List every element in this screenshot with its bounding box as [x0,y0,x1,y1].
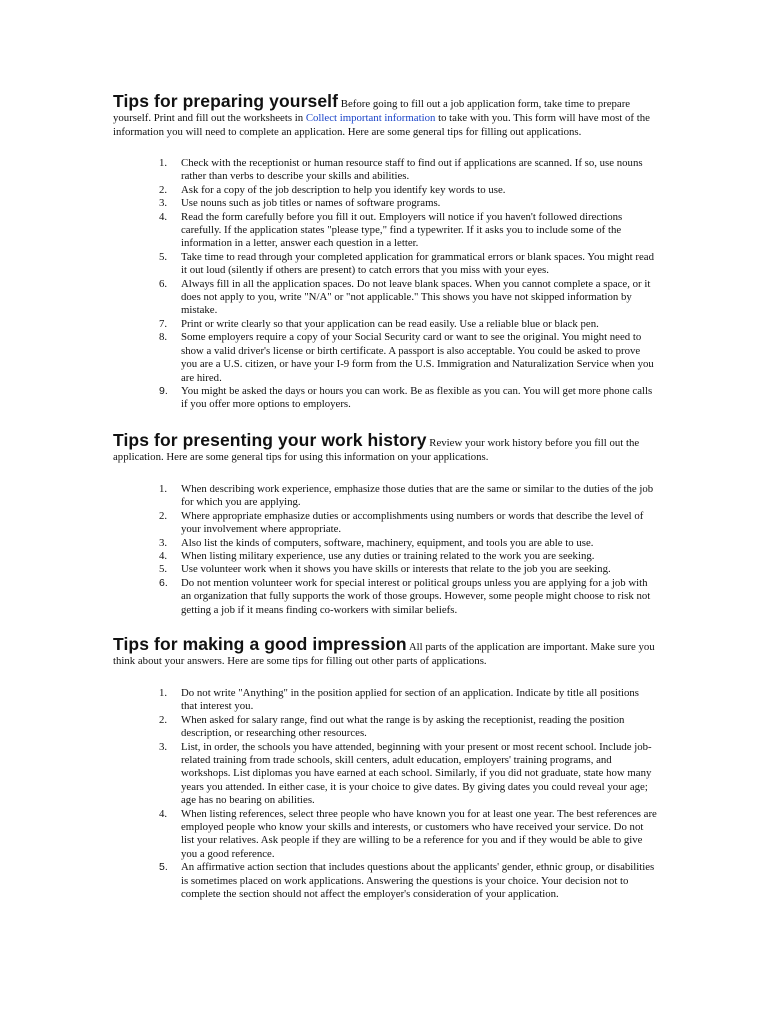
list-item [113,197,657,210]
item-number: 1. [159,483,168,495]
item-number: 5. [159,563,168,576]
list-item [113,211,657,251]
item-text: Use volunteer work when it shows you have skills or interests that relate to the job you are seeking. [181,563,611,576]
item-number: 2. [159,183,168,196]
item-number: 6. [159,277,168,290]
item-number: 1. [159,687,168,699]
item-number: 4. [159,807,168,820]
intro-text: All parts of the application are important. Make sure you think about your answers. Here are some tips for filling out other parts of applications. [113,641,655,667]
list-item [113,385,657,412]
item-number: 2. [159,509,168,522]
item-text: Where appropriate emphasize duties or accomplishments using numbers or words that describe the level of your involvement where appropriate. [181,509,644,536]
section-good-impression [113,634,657,668]
item-number: 4. [159,550,168,563]
item-text: List, in order, the schools you have attended, beginning with your present or most recent school. Include job-related training from trade schools, skill centers, adult education, employers' training programs, and workshops. List diplomas you have earned at each school. Similarly, if you did not graduate, state how many years you attended. In either case, it is your choice to give dates. By giving dates you could reveal your age; age has no bearing on abilities. [181,740,652,807]
section-preparing-yourself [113,91,657,139]
collect-information-link[interactable]: Collect important information [305,112,436,124]
list-item [113,331,657,385]
item-text: Do not mention volunteer work for special interest or political groups unless you are applying for a job with an organization that fully supports the work of those groups. However, some people might choose to risk not getting a job if it means finding co-workers with similar beliefs. [181,576,651,616]
list-item [113,251,657,278]
section-intro [113,430,657,464]
item-number: 5. [159,861,168,874]
list-item [113,157,657,184]
item-text: Take time to read through your completed application for grammatical errors or blank spaces. You might read it out loud (silently if others are present) to catch errors that you miss with your eyes. [181,250,654,277]
item-text: Read the form carefully before you fill it out. Employers will notice if you haven't followed directions carefully. If the application states "please type," find a typewriter. If it asks you to include some of the information in a letter, answer each question in a letter. [181,210,623,250]
item-text: Do not write "Anything" in the position applied for section of an application. Indicate by title all positions that interest you. [181,687,639,713]
item-number: 6. [159,576,168,589]
item-number: 5. [159,250,168,263]
item-text: Check with the receptionist or human resource staff to find out if applications are scanned. If so, use nouns rather than verbs to describe your skills and abilities. [181,157,643,183]
list-item [113,278,657,318]
list-item [113,861,657,901]
list-item [113,537,657,550]
tips-list-preparing [113,157,657,412]
item-number: 9. [159,384,168,397]
tips-list-good-impression [113,687,657,902]
section-work-history [113,430,657,464]
item-text: Ask for a copy of the job description to help you identify key words to use. [181,183,506,196]
item-number: 7. [159,317,168,330]
item-number: 1. [159,157,168,169]
intro-text: Review your work history before you fill out the application. Here are some general tips for using this information on your applications. [113,437,640,463]
item-text: When listing military experience, use any duties or training related to the work you are seeking. [181,550,595,563]
item-text: You might be asked the days or hours you can work. Be as flexible as you can. You will get more phone calls if you offer more options to employers. [181,384,653,411]
item-number: 8. [159,331,168,344]
item-number: 3. [159,740,168,753]
list-item [113,687,657,714]
list-item [113,714,657,741]
item-text: When asked for salary range, find out what the range is by asking the receptionist, reading the position description, or researching other resources. [181,713,625,740]
item-number: 3. [159,197,168,210]
item-text: Also list the kinds of computers, software, machinery, equipment, and tools you are able to use. [181,536,594,549]
section-intro [113,634,657,668]
section-heading: Tips for presenting your work history [113,430,427,450]
item-text: Use nouns such as job titles or names of software programs. [181,197,441,210]
list-item [113,550,657,563]
intro-text-continued: to take with you. This form will have most of the information you will need to complete an application. Here are some general tips for filling out applications. [113,112,650,138]
section-heading: Tips for preparing yourself [113,91,339,111]
list-item [113,808,657,862]
list-item [113,563,657,576]
item-text: Print or write clearly so that your application can be read easily. Use a reliable blue or black pen. [181,317,599,330]
list-item [113,577,657,617]
list-item [113,184,657,197]
item-text: An affirmative action section that includes questions about the applicants' gender, ethnic group, or disabilities is sometimes placed on work applications. Answering the questions is your choice. Your decision not to complete the section should not affect the employer's consideration of your application. [181,861,655,901]
item-text: Always fill in all the application spaces. Do not leave blank spaces. When you cannot complete a space, or it does not apply to you, write "N/A" or "not applicable." This shows you have not skipped information by mistake. [181,277,651,317]
section-intro [113,91,657,139]
section-heading: Tips for making a good impression [113,634,407,654]
tips-list-work-history [113,483,657,617]
list-item [113,741,657,808]
item-number: 3. [159,536,168,549]
list-item [113,510,657,537]
item-text: When describing work experience, emphasize those duties that are the same or similar to the duties of the job for which you are applying. [181,483,654,509]
intro-text: Before going to fill out a job application form, take time to prepare yourself. Print and fill out the worksheets in [113,98,631,124]
list-item [113,318,657,331]
item-number: 4. [159,210,168,223]
list-item [113,483,657,510]
item-text: Some employers require a copy of your Social Security card or want to see the original. You might need to show a valid driver's license or birth certificate. A passport is also acceptable. You could be asked to prove you are a U.S. citizen, or have your I-9 form from the U.S. Immigration and Naturalization Service when you are hired. [181,331,654,384]
item-text: When listing references, select three people who have known you for at least one year. The best references are employed people who know your skills and interests, or customers who have received your service. Do not list your relatives. Ask people if they are willing to be a reference for you and if they would be able to give you a good reference. [181,807,657,860]
item-number: 2. [159,713,168,726]
